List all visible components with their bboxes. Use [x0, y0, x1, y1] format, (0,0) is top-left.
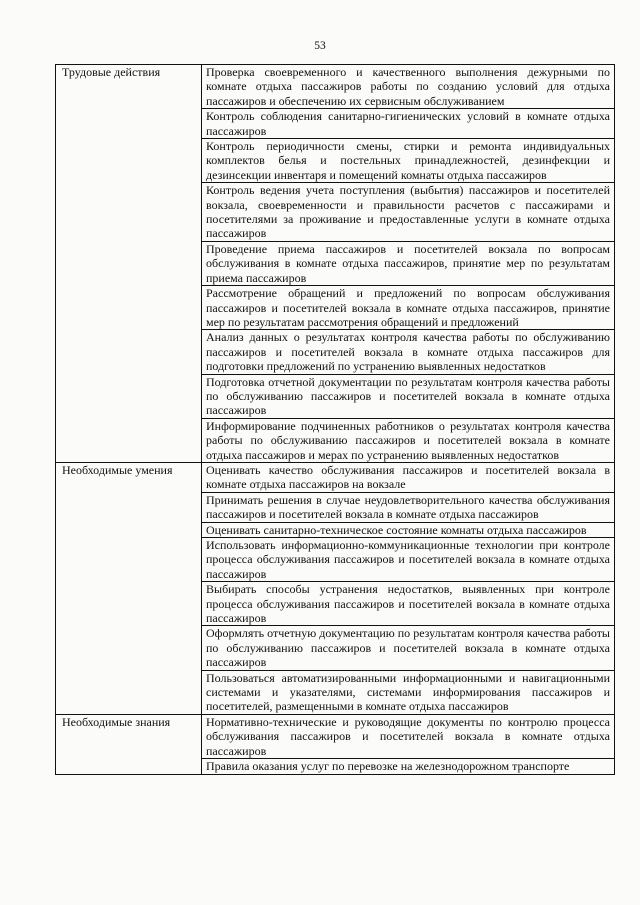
table-cell: Оценивать качество обслуживания пассажиров и посетителей вокзала в комнате отдыха пассажиров на вокзале — [202, 462, 615, 492]
table-cell: Контроль соблюдения санитарно-гигиенических условий в комнате отдыха пассажиров — [202, 109, 615, 139]
section-label: Необходимые знания — [56, 714, 202, 774]
table-cell: Рассмотрение обращений и предложений по вопросам обслуживания пассажиров и посетителей вокзала в комнате отдыха пассажиров, принятие мер по результатам рассмотрения обращений и предложений — [202, 286, 615, 330]
table-cell: Контроль периодичности смены, стирки и ремонта индивидуальных комплектов белья и постельных принадлежностей, дезинфекции и дезинсекции инвентаря и помещений комнаты отдыха пассажиров — [202, 139, 615, 183]
table-cell: Проверка своевременного и качественного выполнения дежурными по комнате отдыха пассажиров работы по созданию условий для отдыха пассажиров и обеспечению их сервисным обслуживанием — [202, 65, 615, 109]
section-label: Необходимые умения — [56, 462, 202, 714]
qualification-table — [55, 64, 615, 775]
table-cell: Подготовка отчетной документации по результатам контроля качества работы по обслуживанию пассажиров и посетителей вокзала в комнате отдыха пассажиров — [202, 374, 615, 418]
table-row — [56, 462, 615, 492]
table-cell: Проведение приема пассажиров и посетителей вокзала по вопросам обслуживания в комнате отдыха пассажиров, принятие мер по результатам приема пассажиров — [202, 241, 615, 285]
table-cell: Оценивать санитарно-техническое состояние комнаты отдыха пассажиров — [202, 522, 615, 537]
table-row — [56, 714, 615, 758]
table-cell: Анализ данных о результатах контроля качества работы по обслуживанию пассажиров и посетителей вокзала в комнате отдыха пассажиров для подготовки предложений по устранению выявленных недостатков — [202, 330, 615, 374]
table-cell: Пользоваться автоматизированными информационными и навигационными системами и указателями, системами информирования пассажиров и посетителей, размещенными в комнате отдыха пассажиров — [202, 670, 615, 714]
table-cell: Выбирать способы устранения недостатков, выявленных при контроле процесса обслуживания пассажиров и посетителей вокзала в комнате отдыха пассажиров — [202, 582, 615, 626]
page-number: 53 — [314, 40, 326, 52]
table-row — [56, 65, 615, 109]
section-label: Трудовые действия — [56, 65, 202, 463]
table-cell: Информирование подчиненных работников о результатах контроля качества работы по обслуживанию пассажиров и посетителей вокзала в комнате отдыха пассажиров и мерах по устранению выявленных недостатков — [202, 418, 615, 462]
table-cell: Оформлять отчетную документацию по результатам контроля качества работы по обслуживанию пассажиров и посетителей вокзала в комнате отдыха пассажиров — [202, 626, 615, 670]
table-cell: Контроль ведения учета поступления (выбытия) пассажиров и посетителей вокзала, своевременности и правильности расчетов с пассажирами и посетителями за проживание и предоставленные услуги в комнате отдыха пассажиров — [202, 183, 615, 242]
table-cell: Правила оказания услуг по перевозке на железнодорожном транспорте — [202, 759, 615, 774]
table-cell: Использовать информационно-коммуникационные технологии при контроле процесса обслуживания пассажиров и посетителей вокзала в комнате отдыха пассажиров — [202, 538, 615, 582]
table-cell: Нормативно-технические и руководящие документы по контролю процесса обслуживания пассажиров и посетителей вокзала в комнате отдыха пассажиров — [202, 714, 615, 758]
table-cell: Принимать решения в случае неудовлетворительного качества обслуживания пассажиров и посетителей вокзала в комнате отдыха пассажиров — [202, 492, 615, 522]
